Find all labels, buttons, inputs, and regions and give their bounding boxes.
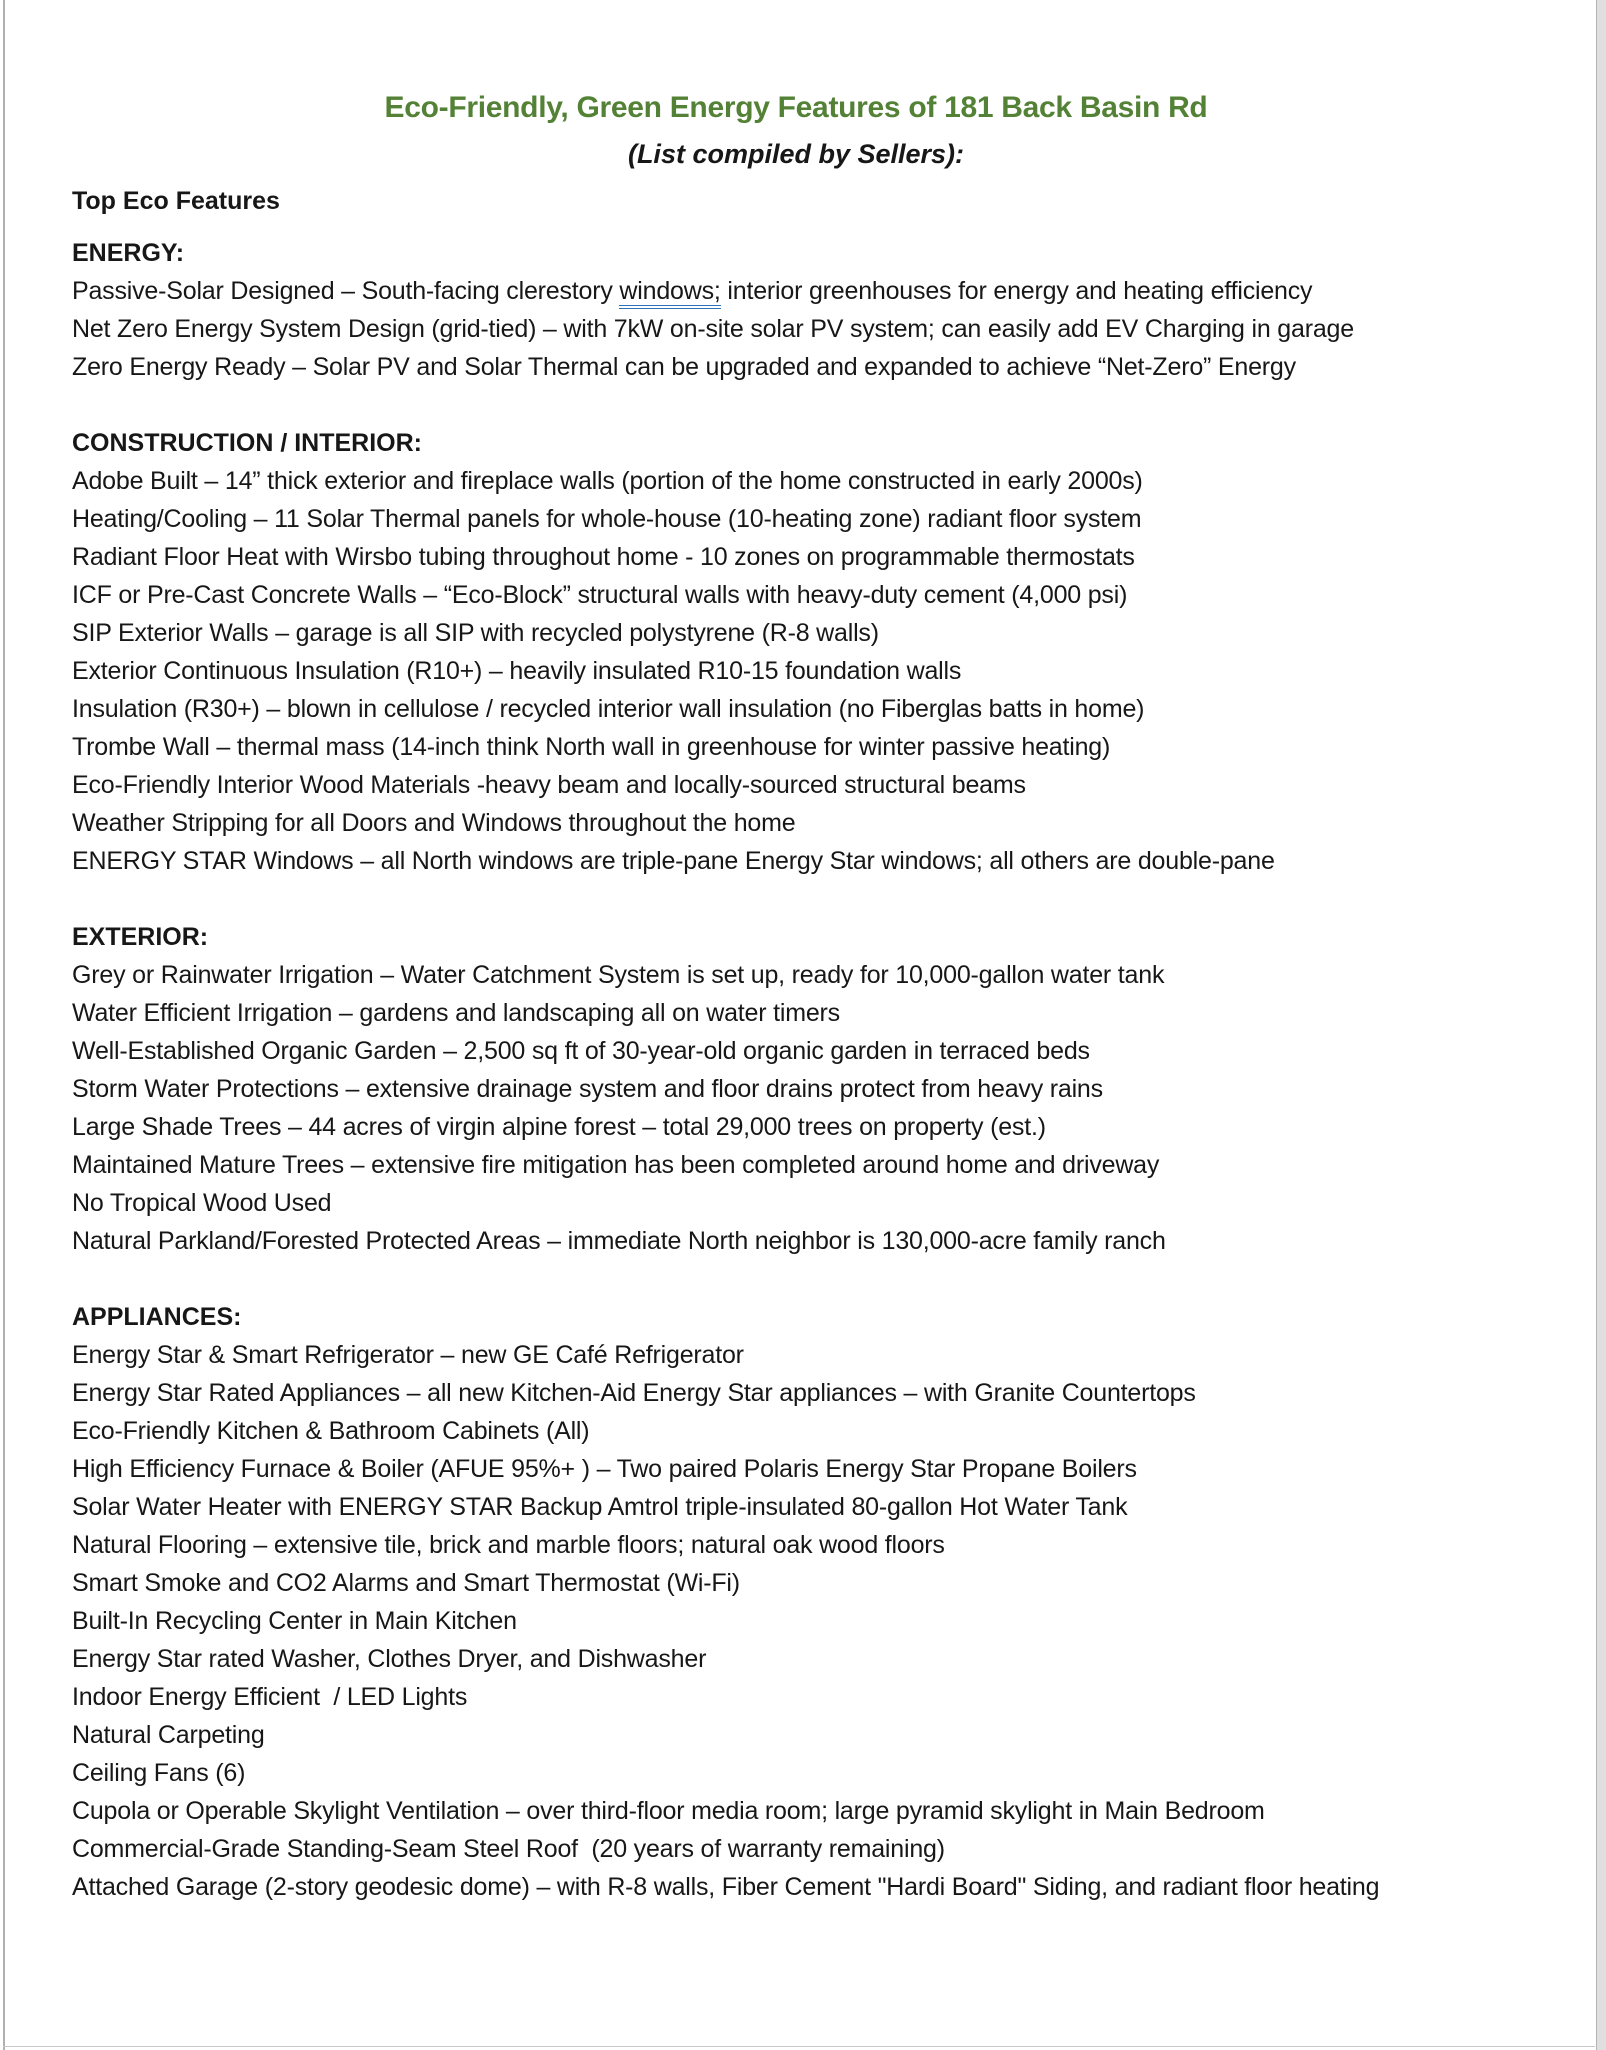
- feature-line: Energy Star rated Washer, Clothes Dryer, and Dishwasher: [72, 1645, 707, 1673]
- feature-line: Natural Parkland/Forested Protected Areas – immediate North neighbor is 130,000-acre family ranch: [72, 1227, 1166, 1255]
- page-bottom-edge: [3, 2046, 1595, 2047]
- feature-line: Heating/Cooling – 11 Solar Thermal panels for whole-house (10-heating zone) radiant floor system: [72, 505, 1142, 533]
- section-header: APPLIANCES:: [72, 1303, 242, 1331]
- feature-line: Indoor Energy Efficient / LED Lights: [72, 1683, 468, 1711]
- feature-line: [72, 272, 1520, 310]
- section-header: ENERGY:: [72, 239, 185, 267]
- feature-line-prefix: Passive-Solar Designed – South-facing clerestory: [72, 277, 620, 305]
- sections: [72, 234, 1520, 1906]
- feature-line: Energy Star Rated Appliances – all new Kitchen-Aid Energy Star appliances – with Granite Countertops: [72, 1379, 1196, 1407]
- feature-line: Cupola or Operable Skylight Ventilation – over third-floor media room; large pyramid skylight in Main Bedroom: [72, 1797, 1265, 1825]
- feature-line: Insulation (R30+) – blown in cellulose / recycled interior wall insulation (no Fiberglas batts in home): [72, 695, 1145, 723]
- feature-line: No Tropical Wood Used: [72, 1189, 332, 1217]
- feature-line: Weather Stripping for all Doors and Windows throughout the home: [72, 809, 796, 837]
- feature-line: Smart Smoke and CO2 Alarms and Smart Thermostat (Wi-Fi): [72, 1569, 740, 1597]
- feature-line: Ceiling Fans (6): [72, 1759, 246, 1787]
- feature-line: Commercial-Grade Standing-Seam Steel Roof (20 years of warranty remaining): [72, 1835, 945, 1863]
- feature-line: Attached Garage (2-story geodesic dome) – with R-8 walls, Fiber Cement "Hardi Board" Siding, and radiant floor heating: [72, 1873, 1380, 1901]
- page-left-edge: [3, 0, 5, 2050]
- page-edge-strip: [1596, 0, 1606, 2050]
- feature-line: Adobe Built – 14” thick exterior and fireplace walls (portion of the home constructed in early 2000s): [72, 467, 1143, 495]
- section-header: CONSTRUCTION / INTERIOR:: [72, 429, 422, 457]
- feature-line: Maintained Mature Trees – extensive fire mitigation has been completed around home and driveway: [72, 1151, 1160, 1179]
- feature-line: Natural Flooring – extensive tile, brick and marble floors; natural oak wood floors: [72, 1531, 945, 1559]
- feature-line: Large Shade Trees – 44 acres of virgin alpine forest – total 29,000 trees on property (est.): [72, 1113, 1046, 1141]
- feature-line: Eco-Friendly Kitchen & Bathroom Cabinets (All): [72, 1417, 590, 1445]
- intro-heading: Top Eco Features: [72, 187, 280, 215]
- page-title: Eco-Friendly, Green Energy Features of 181 Back Basin Rd: [384, 91, 1208, 124]
- feature-line: Storm Water Protections – extensive drainage system and floor drains protect from heavy rains: [72, 1075, 1103, 1103]
- feature-line: Net Zero Energy System Design (grid-tied) – with 7kW on-site solar PV system; can easily add EV Charging in garage: [72, 315, 1354, 343]
- section: [72, 424, 1520, 880]
- document-content: [72, 90, 1520, 1906]
- feature-line: Zero Energy Ready – Solar PV and Solar Thermal can be upgraded and expanded to achieve “Net-Zero” Energy: [72, 353, 1296, 381]
- feature-line: Built-In Recycling Center in Main Kitchen: [72, 1607, 517, 1635]
- feature-line: Trombe Wall – thermal mass (14-inch think North wall in greenhouse for winter passive heating): [72, 733, 1111, 761]
- section: [72, 234, 1520, 386]
- feature-line: Natural Carpeting: [72, 1721, 265, 1749]
- feature-line: Water Efficient Irrigation – gardens and landscaping all on water timers: [72, 999, 840, 1027]
- feature-line: SIP Exterior Walls – garage is all SIP with recycled polystyrene (R-8 walls): [72, 619, 879, 647]
- feature-line: ENERGY STAR Windows – all North windows are triple-pane Energy Star windows; all others are double-pane: [72, 847, 1275, 875]
- feature-line-suffix: interior greenhouses for energy and heating efficiency: [720, 277, 1313, 305]
- feature-line: Grey or Rainwater Irrigation – Water Catchment System is set up, ready for 10,000-gallon water tank: [72, 961, 1165, 989]
- section: [72, 918, 1520, 1260]
- section-header: EXTERIOR:: [72, 923, 209, 951]
- feature-line: ICF or Pre-Cast Concrete Walls – “Eco-Block” structural walls with heavy-duty cement (4,000 psi): [72, 581, 1128, 609]
- feature-line: High Efficiency Furnace & Boiler (AFUE 95%+ ) – Two paired Polaris Energy Star Propane Boilers: [72, 1455, 1137, 1483]
- feature-line: Well-Established Organic Garden – 2,500 sq ft of 30-year-old organic garden in terraced beds: [72, 1037, 1090, 1065]
- section: [72, 1298, 1520, 1906]
- feature-line: Radiant Floor Heat with Wirsbo tubing throughout home - 10 zones on programmable thermostats: [72, 543, 1135, 571]
- feature-line: Eco-Friendly Interior Wood Materials -heavy beam and locally-sourced structural beams: [72, 771, 1026, 799]
- feature-line: Exterior Continuous Insulation (R10+) – heavily insulated R10-15 foundation walls: [72, 657, 962, 685]
- feature-line: Solar Water Heater with ENERGY STAR Backup Amtrol triple-insulated 80-gallon Hot Water Tank: [72, 1493, 1128, 1521]
- page-subtitle: (List compiled by Sellers):: [627, 139, 965, 169]
- grammar-underlined-word: windows;: [619, 277, 720, 309]
- feature-line: Energy Star & Smart Refrigerator – new GE Café Refrigerator: [72, 1341, 744, 1369]
